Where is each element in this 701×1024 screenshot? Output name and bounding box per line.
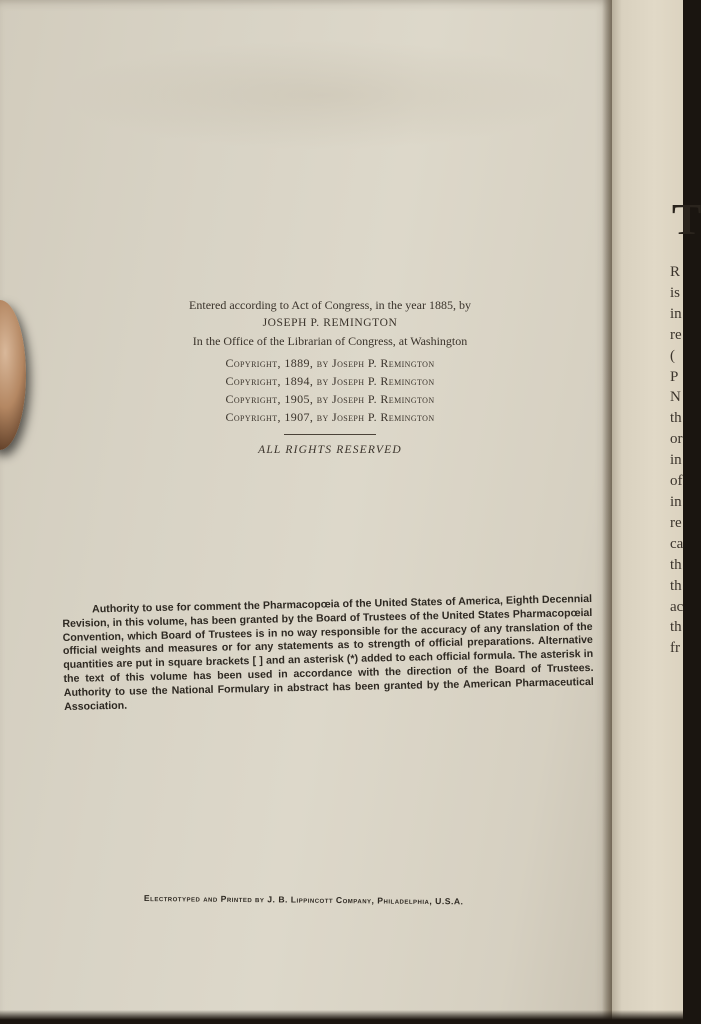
right-line: th [670, 619, 682, 636]
right-page-initial: T [672, 195, 701, 244]
office-line: In the Office of the Librarian of Congress, at Washington [192, 334, 468, 348]
right-line: th [670, 577, 682, 594]
right-line: or [670, 431, 683, 448]
copyright-block [120, 296, 540, 459]
entered-line: Entered according to Act of Congress, in the year 1885, by [189, 298, 471, 312]
right-line: in [670, 493, 682, 510]
copyright-line: Copyright, 1907, by Joseph P. Remington [225, 410, 435, 424]
table-edge [0, 1010, 683, 1024]
right-line: of [670, 473, 683, 490]
right-line: ( [670, 347, 675, 364]
copyright-line: Copyright, 1894, by Joseph P. Remington [225, 374, 435, 388]
show-through-text [60, 40, 580, 150]
copyright-line: Copyright, 1905, by Joseph P. Remington [225, 392, 435, 406]
right-line: in [670, 305, 682, 322]
right-line: ac [670, 598, 684, 615]
right-line: re [670, 326, 682, 343]
copyright-line: Copyright, 1889, by Joseph P. Remington [225, 356, 435, 370]
right-line: ca [670, 535, 684, 552]
authority-text: Authority to use for comment the Pharmacopœia of the United States of America, Eighth Decennial Revision, in this volume, has been granted by the Board of Trustees of the United States Pharmacopœial Convention, which Board of Trustees is in no way responsible for the accuracy of any translation of the official weights and measures or for any statements as to strength of official preparations. Alternative quantities are put in square brackets [ ] and an asterisk (*) added to each official formula. The asterisk in the text of this volume has been used in accordance with the direction of the Board of Trustees. Authority to use the National Formulary in abstract has been granted by the American Pharmaceutical Association. [62, 592, 594, 713]
right-line: fr [670, 640, 680, 657]
right-line: is [670, 284, 681, 301]
rights-reserved: ALL RIGHTS RESERVED [258, 444, 402, 456]
right-line: in [670, 452, 682, 469]
authority-notice [62, 593, 594, 714]
right-line: th [670, 556, 682, 573]
right-line: N [670, 389, 681, 406]
right-line: P [670, 368, 679, 385]
right-line: re [670, 514, 682, 531]
author-name: JOSEPH P. REMINGTON [262, 317, 398, 329]
divider [284, 434, 376, 435]
right-page-text [670, 262, 690, 659]
right-line: th [670, 410, 682, 427]
printer-imprint: Electrotyped and Printed by J. B. Lippincott Company, Philadelphia, U.S.A. [143, 893, 464, 907]
right-line: R [670, 264, 681, 280]
